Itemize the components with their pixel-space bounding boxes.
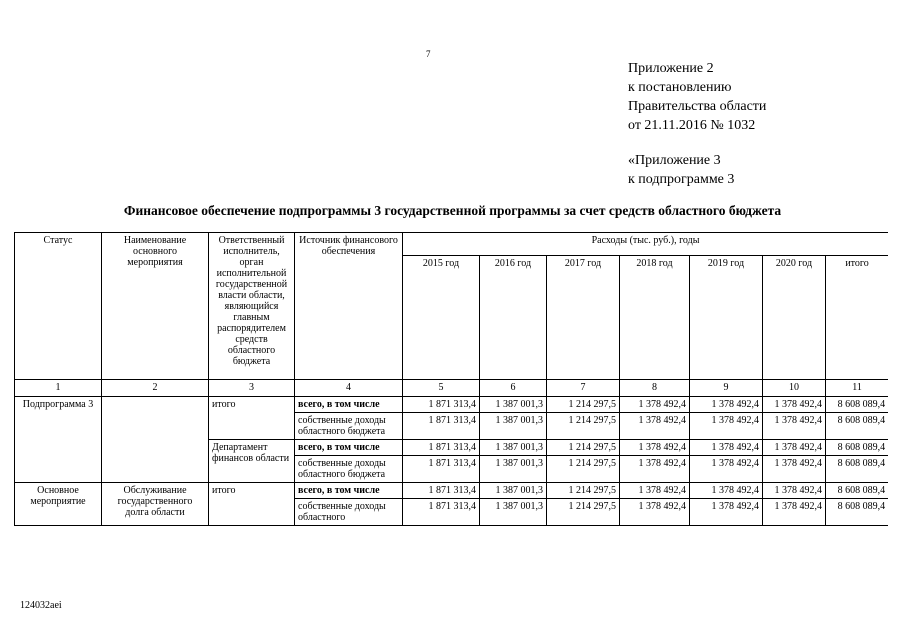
column-number: 9 (690, 380, 763, 397)
cell-source: всего, в том числе (295, 440, 403, 456)
cell-value: 1 871 313,4 (403, 440, 480, 456)
header-name: Наименование основного мероприятия (102, 233, 209, 380)
cell-value: 8 608 089,4 (826, 397, 889, 413)
finance-table-wrapper (14, 232, 888, 576)
cell-value: 1 214 297,5 (547, 440, 620, 456)
cell-value: 8 608 089,4 (826, 413, 889, 440)
cell-value: 1 378 492,4 (620, 499, 690, 526)
cell-value: 1 871 313,4 (403, 499, 480, 526)
header-year: итого (826, 256, 889, 380)
cell-value: 8 608 089,4 (826, 483, 889, 499)
cell-value: 1 387 001,3 (480, 499, 547, 526)
cell-source: собственные доходы областного бюджета (295, 413, 403, 440)
cell-value: 1 378 492,4 (690, 413, 763, 440)
header-year: 2017 год (547, 256, 620, 380)
cell-value: 1 378 492,4 (763, 397, 826, 413)
column-number: 6 (480, 380, 547, 397)
cell-executor: итого (209, 397, 295, 440)
column-number: 11 (826, 380, 889, 397)
header-executor: Ответственный исполнитель, орган исполнительной государственной власти области, являющийся главным распорядителем средств областного бюджета (209, 233, 295, 380)
column-number: 1 (15, 380, 102, 397)
header-year: 2016 год (480, 256, 547, 380)
cell-value: 1 378 492,4 (690, 456, 763, 483)
cell-value: 1 378 492,4 (620, 456, 690, 483)
column-number: 4 (295, 380, 403, 397)
cell-name (102, 397, 209, 483)
cell-value: 1 387 001,3 (480, 456, 547, 483)
cell-value: 1 378 492,4 (620, 440, 690, 456)
appendix-line: «Приложение 3 (628, 153, 721, 168)
cell-executor: Департамент финансов области (209, 440, 295, 483)
cell-source: всего, в том числе (295, 397, 403, 413)
cell-status: Подпрограмма 3 (15, 397, 102, 483)
column-number: 2 (102, 380, 209, 397)
header-status: Статус (15, 233, 102, 380)
cell-value: 1 214 297,5 (547, 397, 620, 413)
cell-value: 1 387 001,3 (480, 483, 547, 499)
cell-executor: итого (209, 483, 295, 526)
cell-value: 1 378 492,4 (620, 483, 690, 499)
column-number: 7 (547, 380, 620, 397)
cell-value: 1 378 492,4 (763, 483, 826, 499)
cell-value: 1 378 492,4 (690, 440, 763, 456)
cell-value: 1 378 492,4 (763, 440, 826, 456)
cell-value: 1 387 001,3 (480, 440, 547, 456)
cell-value: 8 608 089,4 (826, 456, 889, 483)
cell-value: 1 378 492,4 (620, 397, 690, 413)
cell-value: 1 378 492,4 (763, 456, 826, 483)
cell-value: 1 871 313,4 (403, 456, 480, 483)
cell-value: 1 214 297,5 (547, 499, 620, 526)
appendix-line: к постановлению (628, 80, 732, 95)
cell-value: 8 608 089,4 (826, 499, 889, 526)
cell-value: 1 387 001,3 (480, 413, 547, 440)
finance-table (14, 232, 888, 526)
cell-value: 1 214 297,5 (547, 413, 620, 440)
cell-value: 1 378 492,4 (690, 483, 763, 499)
column-number: 10 (763, 380, 826, 397)
cell-source: собственные доходы областного бюджета (295, 456, 403, 483)
cell-name: Обслуживание государственного долга области (102, 483, 209, 526)
column-number: 3 (209, 380, 295, 397)
appendix-line: от 21.11.2016 № 1032 (628, 118, 756, 133)
page-number: 7 (426, 49, 431, 59)
header-expenses: Расходы (тыс. руб.), годы (403, 233, 889, 256)
header-source: Источник финансового обеспечения (295, 233, 403, 380)
cell-value: 1 378 492,4 (690, 499, 763, 526)
header-year: 2020 год (763, 256, 826, 380)
cell-value: 1 214 297,5 (547, 456, 620, 483)
appendix-line: Правительства области (628, 99, 767, 114)
cell-value: 1 378 492,4 (763, 499, 826, 526)
cell-status: Основное мероприятие (15, 483, 102, 526)
cell-value: 1 387 001,3 (480, 397, 547, 413)
cell-value: 1 378 492,4 (620, 413, 690, 440)
header-year: 2019 год (690, 256, 763, 380)
appendix-line: к подпрограмме 3 (628, 172, 735, 187)
table-row (15, 483, 889, 499)
header-year: 2015 год (403, 256, 480, 380)
cell-value: 8 608 089,4 (826, 440, 889, 456)
table-row (15, 397, 889, 413)
appendix-header (628, 59, 766, 189)
cell-source: всего, в том числе (295, 483, 403, 499)
appendix-line: Приложение 2 (628, 61, 714, 76)
column-number: 5 (403, 380, 480, 397)
cell-value: 1 378 492,4 (690, 397, 763, 413)
header-year: 2018 год (620, 256, 690, 380)
cell-value: 1 871 313,4 (403, 397, 480, 413)
cell-value: 1 871 313,4 (403, 413, 480, 440)
column-number: 8 (620, 380, 690, 397)
document-title: Финансовое обеспечение подпрограммы 3 государственной программы за счет средств областного бюджета (123, 203, 782, 218)
cell-value: 1 214 297,5 (547, 483, 620, 499)
cell-source: собственные доходы областного (295, 499, 403, 526)
cell-value: 1 871 313,4 (403, 483, 480, 499)
document-code: 124032aei (20, 600, 62, 611)
cell-value: 1 378 492,4 (763, 413, 826, 440)
